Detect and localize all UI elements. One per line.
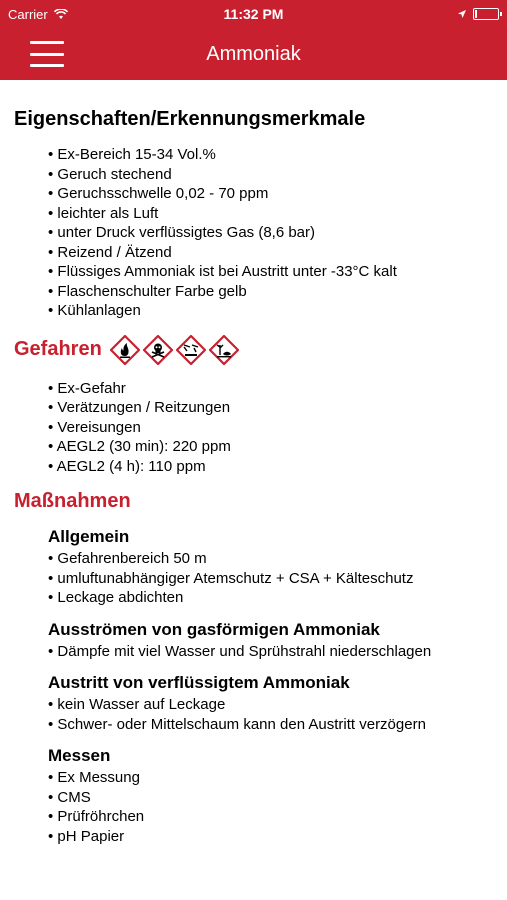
corrosive-icon — [176, 335, 206, 365]
list-item: • Geruchsschwelle 0,02 - 70 ppm — [48, 184, 493, 204]
status-bar — [0, 0, 507, 28]
group-list — [48, 768, 493, 846]
location-arrow-icon — [457, 9, 467, 19]
environment-icon — [209, 335, 239, 365]
group-heading: Allgemein — [48, 527, 130, 546]
massnahmen-heading: Maßnahmen — [14, 490, 131, 512]
battery-icon — [473, 8, 499, 20]
list-item: • AEGL2 (4 h): 110 ppm — [48, 457, 493, 477]
list-item: • Ex-Bereich 15-34 Vol.% — [48, 145, 493, 165]
menu-icon[interactable] — [30, 41, 64, 67]
group-heading: Austritt von verflüssigtem Ammoniak — [48, 673, 350, 692]
list-item: • Verätzungen / Reitzungen — [48, 398, 493, 418]
list-item: • pH Papier — [48, 827, 493, 847]
group-heading: Messen — [48, 746, 111, 765]
list-item: • AEGL2 (30 min): 220 ppm — [48, 437, 493, 457]
list-item: • CMS — [48, 788, 493, 808]
group-list — [48, 695, 493, 734]
group-list — [48, 549, 493, 608]
massnahmen-group — [14, 673, 493, 734]
eigenschaften-heading: Eigenschaften/Erkennungsmerkmale — [14, 108, 366, 130]
massnahmen-groups — [14, 527, 493, 846]
list-item: • Gefahrenbereich 50 m — [48, 549, 493, 569]
skull-icon — [143, 335, 173, 365]
list-item: • Flüssiges Ammoniak ist bei Austritt unter -33°C kalt — [48, 262, 493, 282]
list-item: • Flaschenschulter Farbe gelb — [48, 282, 493, 302]
list-item: • umluftunabhängiger Atemschutz + CSA + Kälteschutz — [48, 569, 493, 589]
gefahren-heading: Gefahren — [14, 338, 102, 360]
list-item: • Dämpfe mit viel Wasser und Sprühstrahl niederschlagen — [48, 642, 493, 662]
list-item: • leichter als Luft — [48, 204, 493, 224]
eigenschaften-list — [14, 145, 493, 321]
massnahmen-group — [14, 620, 493, 662]
nav-bar — [0, 28, 507, 80]
group-list — [48, 642, 493, 662]
status-time: 11:32 PM — [223, 6, 284, 22]
hazard-pictograms — [110, 335, 239, 365]
list-item: • Leckage abdichten — [48, 588, 493, 608]
list-item: • unter Druck verflüssigtes Gas (8,6 bar) — [48, 223, 493, 243]
wifi-icon — [54, 9, 68, 20]
group-heading: Ausströmen von gasförmigen Ammoniak — [48, 619, 380, 639]
list-item: • Reizend / Ätzend — [48, 243, 493, 263]
nav-title: Ammoniak — [206, 42, 301, 65]
content — [0, 80, 507, 846]
list-item: • Ex Messung — [48, 768, 493, 788]
list-item: • Kühlanlagen — [48, 301, 493, 321]
massnahmen-group — [14, 746, 493, 846]
list-item: • Ex-Gefahr — [48, 379, 493, 399]
gefahren-header — [14, 335, 493, 365]
list-item: • Prüfröhrchen — [48, 807, 493, 827]
top-bar — [0, 0, 507, 80]
list-item: • Schwer- oder Mittelschaum kann den Austritt verzögern — [48, 715, 493, 735]
list-item: • Geruch stechend — [48, 165, 493, 185]
list-item: • kein Wasser auf Leckage — [48, 695, 493, 715]
gefahren-list — [14, 379, 493, 477]
massnahmen-group — [14, 527, 493, 608]
flame-icon — [110, 335, 140, 365]
carrier-label: Carrier — [8, 6, 48, 22]
list-item: • Vereisungen — [48, 418, 493, 438]
